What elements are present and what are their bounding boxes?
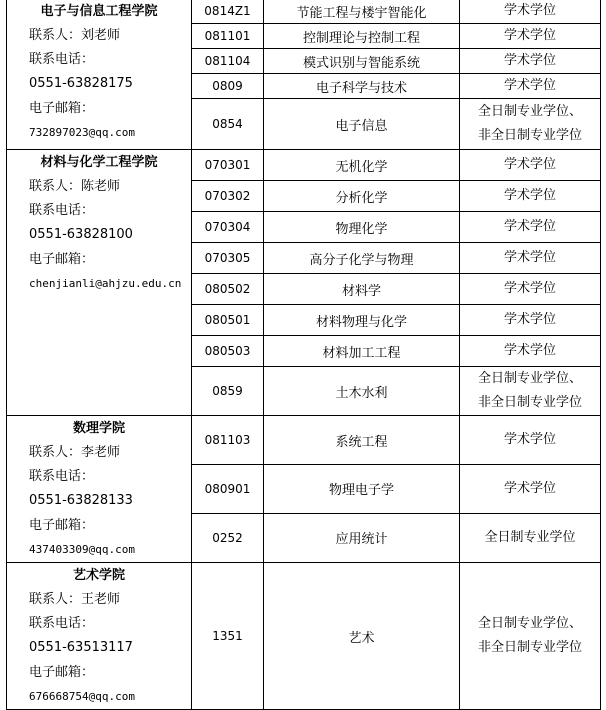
program-degree-line: 非全日制专业学位 <box>477 128 582 143</box>
program-degree <box>460 150 601 181</box>
institute-phone: 0551-63513117 <box>29 640 133 656</box>
program-degree-line: 学术学位 <box>503 28 556 43</box>
program-degree-line: 全日制专业学位、 <box>477 616 582 632</box>
institute-cell <box>7 563 192 710</box>
program-code: 0859 <box>192 367 264 416</box>
institute-contact: 联系人：陈老师 <box>29 179 121 194</box>
program-degree <box>460 465 601 513</box>
program-degree <box>460 513 601 562</box>
program-major: 分析化学 <box>264 181 460 212</box>
program-code: 070302 <box>192 181 264 212</box>
table-row <box>7 563 601 710</box>
institute-contact: 联系人：李老师 <box>29 445 121 460</box>
institute-phone-label: 联系电话： <box>29 52 95 68</box>
program-degree-line: 学术学位 <box>503 3 556 18</box>
program-major: 材料物理与化学 <box>264 305 460 336</box>
program-major: 控制理论与控制工程 <box>264 24 460 49</box>
program-code: 070304 <box>192 212 264 243</box>
program-degree-line: 学术学位 <box>503 250 556 265</box>
program-major: 物理电子学 <box>264 465 460 513</box>
program-code: 081103 <box>192 416 264 465</box>
program-degree-line: 非全日制专业学位 <box>477 640 582 656</box>
program-degree <box>460 49 601 74</box>
program-degree-line: 学术学位 <box>503 343 556 358</box>
program-degree <box>460 74 601 99</box>
program-degree-line: 学术学位 <box>503 157 556 172</box>
program-degree <box>460 305 601 336</box>
institute-email: chenjianli@ahjzu.edu.cn <box>29 276 182 290</box>
program-degree <box>460 336 601 367</box>
program-degree-line: 学术学位 <box>503 312 556 327</box>
program-degree <box>460 24 601 49</box>
program-major: 材料加工工程 <box>264 336 460 367</box>
program-code: 070301 <box>192 150 264 181</box>
program-degree-line: 学术学位 <box>503 480 556 496</box>
program-degree <box>460 99 601 150</box>
program-code: 080501 <box>192 305 264 336</box>
program-degree-line: 学术学位 <box>503 219 556 234</box>
institute-name: 数理学院 <box>72 421 125 436</box>
table-row <box>7 150 601 181</box>
institute-phone-label: 联系电话： <box>29 469 95 485</box>
program-major: 无机化学 <box>264 150 460 181</box>
program-degree-line: 全日制专业学位、 <box>477 104 582 119</box>
program-code: 1351 <box>192 563 264 710</box>
program-degree-line: 学术学位 <box>503 53 556 68</box>
institute-name: 电子与信息工程学院 <box>40 4 158 19</box>
institute-phone: 0551-63828100 <box>29 227 133 243</box>
program-code: 0809 <box>192 74 264 99</box>
institute-contact: 联系人：刘老师 <box>29 28 121 43</box>
program-major: 电子信息 <box>264 99 460 150</box>
program-code: 080901 <box>192 465 264 513</box>
institute-email-label: 电子邮箱： <box>29 664 95 680</box>
program-code: 0252 <box>192 513 264 562</box>
institute-cell <box>7 416 192 563</box>
institute-contact: 联系人：王老师 <box>29 592 121 608</box>
program-degree-line: 学术学位 <box>503 78 556 93</box>
program-major: 艺术 <box>264 563 460 710</box>
institute-email-label: 电子邮箱： <box>29 517 95 533</box>
program-code: 080503 <box>192 336 264 367</box>
institute-cell <box>7 150 192 416</box>
program-degree <box>460 416 601 465</box>
program-degree-line: 全日制专业学位 <box>484 529 576 545</box>
program-code: 081101 <box>192 24 264 49</box>
institute-phone-label: 联系电话： <box>29 203 95 219</box>
program-degree-line: 学术学位 <box>503 188 556 203</box>
institute-email: 676668754@qq.com <box>29 689 135 703</box>
program-degree-line: 非全日制专业学位 <box>477 395 582 410</box>
program-degree <box>460 181 601 212</box>
institute-name: 材料与化学工程学院 <box>40 155 158 170</box>
institute-phone: 0551-63828133 <box>29 493 133 509</box>
program-degree <box>460 274 601 305</box>
program-major: 物理化学 <box>264 212 460 243</box>
institute-phone-label: 联系电话： <box>29 616 95 632</box>
institute-email: 437403309@qq.com <box>29 542 135 556</box>
institute-cell <box>7 0 192 150</box>
institute-phone: 0551-63828175 <box>29 76 133 92</box>
program-major: 应用统计 <box>264 513 460 562</box>
program-degree <box>460 212 601 243</box>
program-degree-line: 全日制专业学位、 <box>477 371 582 386</box>
table-row <box>7 0 601 24</box>
institute-email-label: 电子邮箱： <box>29 251 95 267</box>
program-major: 土木水利 <box>264 367 460 416</box>
program-code: 081104 <box>192 49 264 74</box>
program-table <box>6 0 601 710</box>
program-degree <box>460 0 601 24</box>
program-code: 0854 <box>192 99 264 150</box>
program-code: 070305 <box>192 243 264 274</box>
program-major: 材料学 <box>264 274 460 305</box>
institute-name: 艺术学院 <box>72 568 125 584</box>
program-major: 高分子化学与物理 <box>264 243 460 274</box>
institute-email-label: 电子邮箱： <box>29 100 95 116</box>
program-major: 系统工程 <box>264 416 460 465</box>
program-table-body <box>7 0 601 710</box>
institute-email: 732897023@qq.com <box>29 125 135 139</box>
program-degree <box>460 243 601 274</box>
program-code: 080502 <box>192 274 264 305</box>
program-degree-line: 学术学位 <box>503 432 556 448</box>
program-major: 节能工程与楼宇智能化 <box>264 0 460 24</box>
program-degree-line: 学术学位 <box>503 281 556 296</box>
table-row <box>7 416 601 465</box>
program-major: 模式识别与智能系统 <box>264 49 460 74</box>
program-degree <box>460 367 601 416</box>
program-major: 电子科学与技术 <box>264 74 460 99</box>
program-degree <box>460 563 601 710</box>
program-code: 0814Z1 <box>192 0 264 24</box>
